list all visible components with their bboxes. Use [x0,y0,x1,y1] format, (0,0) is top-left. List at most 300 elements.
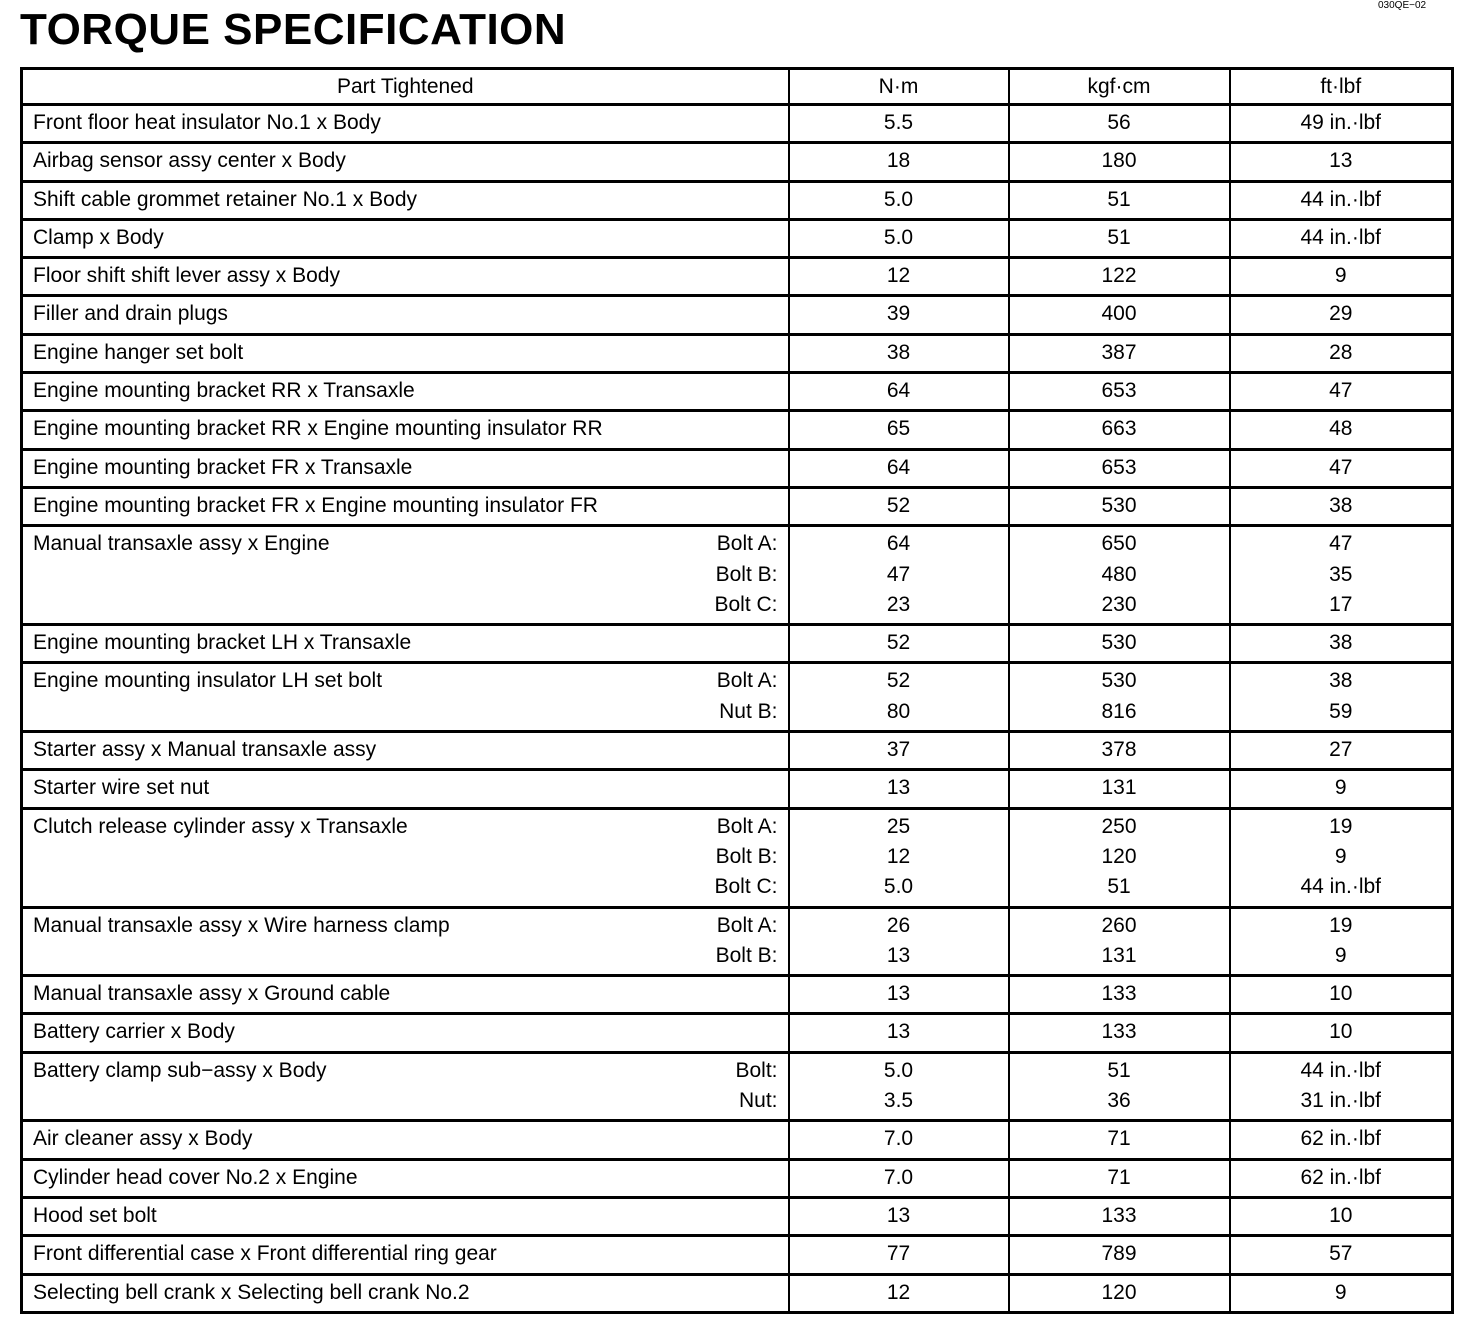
part-cell [22,411,789,449]
kgf-cm-value: 653 [1101,379,1137,403]
part-cell-content [33,812,778,903]
kgf-cm-value: 120 [1101,1280,1137,1304]
nm-value: 12 [886,844,911,868]
kgf-cm-value: 400 [1101,302,1137,326]
part-cell [22,373,789,411]
table-row [22,296,1453,334]
kgf-cm-value-cell [1009,526,1230,625]
table-row [22,219,1453,257]
nm-value: 26 [886,913,911,937]
table-row [22,334,1453,372]
nm-value: 64 [886,379,911,403]
table-row [22,732,1453,770]
kgf-cm-value-cell [1009,1236,1230,1274]
ft-lbf-value: 28 [1329,340,1353,364]
header-kgf-cm: kgf·cm [1009,69,1230,105]
part-cell [22,976,789,1014]
ft-lbf-value: 9 [1334,943,1347,967]
nm-value: 5.0 [883,225,914,249]
table-row [22,181,1453,219]
nm-value: 18 [886,149,911,173]
ft-lbf-value-cell [1230,334,1453,372]
kgf-cm-value-cell [1009,976,1230,1014]
kgf-cm-value: 131 [1101,776,1137,800]
nm-value: 52 [886,493,911,517]
part-cell [22,1197,789,1235]
ft-lbf-value-cell [1230,732,1453,770]
part-cell-content [33,1017,778,1047]
ft-lbf-value-cell [1230,526,1453,625]
nm-value-cell [789,770,1009,808]
nm-value-cell [789,808,1009,907]
nm-value: 64 [886,455,911,479]
fastener-labels [735,1056,777,1117]
nm-value: 77 [886,1242,911,1266]
fastener-label: Bolt B: [715,844,778,868]
ft-lbf-value-cell [1230,487,1453,525]
torque-table [20,67,1454,1314]
nm-value-cell [789,143,1009,181]
part-name: Starter wire set nut [33,776,210,800]
page-title: TORQUE SPECIFICATION [20,5,567,54]
kgf-cm-value-cell [1009,296,1230,334]
kgf-cm-value: 71 [1107,1165,1131,1189]
nm-value-cell [789,1014,1009,1052]
kgf-cm-value-cell [1009,1159,1230,1197]
nm-value-cell [789,105,1009,143]
part-cell [22,663,789,732]
ft-lbf-value: 47 [1329,379,1353,403]
ft-lbf-value-cell [1230,907,1453,976]
part-cell [22,143,789,181]
part-name: Shift cable grommet retainer No.1 x Body [33,187,418,211]
part-name: Front differential case x Front differential ring gear [33,1242,497,1266]
ft-lbf-value: 9 [1334,1280,1347,1304]
kgf-cm-value: 789 [1101,1242,1137,1266]
nm-value-cell [789,1052,1009,1121]
part-cell-content [33,1124,778,1154]
nm-value-cell [789,1274,1009,1312]
table-row [22,1052,1453,1121]
header-ft-lbf: ft·lbf [1230,69,1453,105]
nm-value: 38 [886,340,911,364]
fastener-labels [716,911,778,972]
fastener-labels [714,529,777,620]
ft-lbf-value: 49 in.·lbf [1300,111,1382,134]
part-cell-content [33,299,778,329]
nm-value-cell [789,732,1009,770]
ft-lbf-value-cell [1230,411,1453,449]
part-cell [22,770,789,808]
nm-value: 64 [886,532,911,556]
part-cell-content [33,146,778,176]
nm-value-cell [789,526,1009,625]
part-cell-content [33,628,778,658]
part-name: Engine hanger set bolt [33,340,244,364]
nm-value: 80 [886,699,911,723]
ft-lbf-value: 59 [1329,699,1353,723]
ft-lbf-value-cell [1230,1197,1453,1235]
nm-value-cell [789,663,1009,732]
ft-lbf-value: 10 [1329,982,1353,1006]
ft-lbf-value-cell [1230,373,1453,411]
kgf-cm-value-cell [1009,105,1230,143]
part-cell-content [33,223,778,253]
part-name: Engine mounting insulator LH set bolt [33,669,383,693]
kgf-cm-value-cell [1009,907,1230,976]
nm-value-cell [789,373,1009,411]
fastener-label: Bolt: [735,1058,778,1082]
part-name: Airbag sensor assy center x Body [33,149,346,173]
part-cell-content [33,773,778,803]
part-cell-content [33,414,778,444]
kgf-cm-value: 530 [1101,493,1137,517]
nm-value-cell [789,258,1009,296]
nm-value-cell [789,411,1009,449]
table-row [22,105,1453,143]
part-name: Engine mounting bracket LH x Transaxle [33,631,412,655]
header-nm: N·m [789,69,1009,105]
fastener-label: Bolt B: [715,562,778,586]
ft-lbf-value-cell [1230,1014,1453,1052]
ft-lbf-value-cell [1230,1159,1453,1197]
ft-lbf-value-cell [1230,258,1453,296]
part-cell-content [33,1201,778,1231]
table-row [22,907,1453,976]
kgf-cm-value: 56 [1107,111,1131,134]
part-cell [22,1121,789,1159]
part-name: Manual transaxle assy x Wire harness clamp [33,913,450,937]
part-cell [22,1014,789,1052]
ft-lbf-value-cell [1230,1121,1453,1159]
part-name: Cylinder head cover No.2 x Engine [33,1165,358,1189]
ft-lbf-value-cell [1230,219,1453,257]
fastener-label: Bolt C: [714,592,778,616]
kgf-cm-value-cell [1009,373,1230,411]
kgf-cm-value: 133 [1101,982,1137,1006]
part-cell [22,907,789,976]
kgf-cm-value: 51 [1107,1058,1131,1082]
part-name: Manual transaxle assy x Engine [33,532,330,556]
kgf-cm-value-cell [1009,487,1230,525]
part-cell-content [33,376,778,406]
nm-value: 3.5 [883,1089,914,1113]
kgf-cm-value-cell [1009,1121,1230,1159]
ft-lbf-value: 31 in.·lbf [1300,1089,1382,1113]
nm-value: 47 [886,562,911,586]
nm-value: 13 [886,1203,911,1227]
ft-lbf-value: 35 [1329,562,1353,586]
table-row [22,1274,1453,1312]
ft-lbf-value-cell [1230,663,1453,732]
ft-lbf-value: 48 [1329,417,1353,441]
part-cell-content [33,979,778,1009]
kgf-cm-value: 260 [1101,913,1137,937]
table-row [22,411,1453,449]
table-row [22,663,1453,732]
ft-lbf-value: 47 [1329,532,1353,556]
kgf-cm-value-cell [1009,258,1230,296]
ft-lbf-value-cell [1230,625,1453,663]
kgf-cm-value-cell [1009,732,1230,770]
kgf-cm-value-cell [1009,334,1230,372]
part-cell [22,334,789,372]
kgf-cm-value: 663 [1101,417,1137,441]
ft-lbf-value-cell [1230,1052,1453,1121]
part-name: Manual transaxle assy x Ground cable [33,982,391,1006]
part-cell [22,625,789,663]
ft-lbf-value-cell [1230,770,1453,808]
table-row [22,373,1453,411]
fastener-label: Bolt A: [716,913,778,937]
ft-lbf-value-cell [1230,181,1453,219]
table-row [22,1197,1453,1235]
fastener-labels [714,812,777,903]
part-cell-content [33,1278,778,1308]
nm-value: 39 [886,302,911,326]
kgf-cm-value-cell [1009,181,1230,219]
ft-lbf-value: 19 [1329,814,1353,838]
part-cell [22,487,789,525]
part-cell [22,1159,789,1197]
part-cell-content [33,453,778,483]
part-name: Air cleaner assy x Body [33,1127,253,1151]
part-cell [22,296,789,334]
part-cell [22,808,789,907]
ft-lbf-value: 38 [1329,669,1353,693]
nm-value-cell [789,1236,1009,1274]
header-part-tightened: Part Tightened [22,69,789,105]
kgf-cm-value: 120 [1101,844,1137,868]
ft-lbf-value: 57 [1329,1242,1353,1266]
kgf-cm-value-cell [1009,449,1230,487]
ft-lbf-value-cell [1230,449,1453,487]
ft-lbf-value: 38 [1329,631,1353,655]
kgf-cm-value-cell [1009,1052,1230,1121]
nm-value: 65 [886,417,911,441]
nm-value: 13 [886,943,911,967]
ft-lbf-value-cell [1230,296,1453,334]
part-name: Engine mounting bracket RR x Transaxle [33,379,415,403]
part-cell-content [33,1163,778,1193]
kgf-cm-value: 51 [1107,187,1131,211]
nm-value: 5.0 [883,1058,914,1082]
kgf-cm-value: 230 [1101,592,1137,616]
table-row [22,487,1453,525]
ft-lbf-value: 27 [1329,738,1353,762]
part-cell [22,1236,789,1274]
table-row [22,770,1453,808]
ft-lbf-value: 29 [1329,302,1353,326]
nm-value: 37 [886,738,911,762]
kgf-cm-value: 133 [1101,1203,1137,1227]
ft-lbf-value: 62 in.·lbf [1300,1127,1382,1151]
nm-value-cell [789,449,1009,487]
nm-value-cell [789,907,1009,976]
nm-value: 5.5 [883,111,914,134]
ft-lbf-value: 13 [1329,149,1353,173]
ft-lbf-value-cell [1230,105,1453,143]
ft-lbf-value: 9 [1334,844,1347,868]
nm-value-cell [789,1121,1009,1159]
part-cell-content [33,529,778,620]
part-cell [22,732,789,770]
table-row [22,143,1453,181]
nm-value-cell [789,1197,1009,1235]
kgf-cm-value-cell [1009,770,1230,808]
fastener-label: Bolt B: [715,943,778,967]
nm-value: 13 [886,1020,911,1044]
ft-lbf-value-cell [1230,976,1453,1014]
table-row [22,1121,1453,1159]
nm-value: 52 [886,631,911,655]
kgf-cm-value: 133 [1101,1020,1137,1044]
kgf-cm-value: 131 [1101,943,1137,967]
kgf-cm-value: 180 [1101,149,1137,173]
ft-lbf-value: 19 [1329,913,1353,937]
part-name: Starter assy x Manual transaxle assy [33,738,377,762]
table-row [22,976,1453,1014]
fastener-label: Bolt A: [716,669,778,693]
part-cell-content [33,666,778,727]
table-row [22,625,1453,663]
nm-value-cell [789,1159,1009,1197]
nm-value: 52 [886,669,911,693]
table-row [22,1014,1453,1052]
part-cell [22,105,789,143]
part-name: Selecting bell crank x Selecting bell crank No.2 [33,1280,470,1304]
ft-lbf-value: 44 in.·lbf [1300,225,1382,249]
nm-value-cell [789,487,1009,525]
kgf-cm-value: 378 [1101,738,1137,762]
part-cell-content [33,338,778,368]
nm-value: 7.0 [883,1165,914,1189]
ft-lbf-value: 44 in.·lbf [1300,875,1382,899]
fastener-labels [717,666,778,727]
part-cell-content [33,185,778,215]
nm-value: 5.0 [883,875,914,899]
fastener-label: Bolt A: [716,532,778,556]
part-cell-content [33,1056,778,1117]
fastener-label: Bolt A: [716,814,778,838]
table-row [22,449,1453,487]
ft-lbf-value: 44 in.·lbf [1300,187,1382,211]
kgf-cm-value-cell [1009,1274,1230,1312]
kgf-cm-value: 122 [1101,264,1137,288]
nm-value: 5.0 [883,187,914,211]
part-cell [22,1052,789,1121]
part-name: Clamp x Body [33,225,164,249]
nm-value: 12 [886,1280,911,1304]
table-row [22,1236,1453,1274]
nm-value: 23 [886,592,911,616]
part-name: Clutch release cylinder assy x Transaxle [33,814,408,838]
kgf-cm-value: 71 [1107,1127,1131,1151]
part-cell-content [33,1239,778,1269]
ft-lbf-value: 10 [1329,1203,1353,1227]
fastener-label: Nut B: [719,699,778,723]
kgf-cm-value: 36 [1107,1089,1131,1113]
kgf-cm-value-cell [1009,663,1230,732]
part-cell [22,258,789,296]
nm-value-cell [789,976,1009,1014]
part-cell [22,219,789,257]
part-cell [22,1274,789,1312]
ft-lbf-value: 47 [1329,455,1353,479]
part-name: Floor shift shift lever assy x Body [33,264,340,288]
nm-value-cell [789,625,1009,663]
document-code: 030QE−02 [1378,0,1427,11]
table-header-row [22,69,1453,105]
part-name: Filler and drain plugs [33,302,228,326]
nm-value-cell [789,296,1009,334]
kgf-cm-value: 250 [1101,814,1137,838]
part-name: Engine mounting bracket FR x Engine mounting insulator FR [33,493,598,517]
ft-lbf-value-cell [1230,1236,1453,1274]
part-cell-content [33,261,778,291]
kgf-cm-value: 480 [1101,562,1137,586]
nm-value: 12 [886,264,911,288]
part-cell [22,526,789,625]
kgf-cm-value-cell [1009,625,1230,663]
kgf-cm-value: 816 [1101,699,1137,723]
part-cell [22,181,789,219]
ft-lbf-value: 9 [1334,264,1347,288]
kgf-cm-value-cell [1009,1014,1230,1052]
nm-value: 25 [886,814,911,838]
torque-table-body [22,105,1453,1313]
part-name: Battery clamp sub−assy x Body [33,1058,327,1082]
nm-value: 13 [886,982,911,1006]
part-cell-content [33,911,778,972]
part-name: Engine mounting bracket FR x Transaxle [33,455,413,479]
ft-lbf-value: 62 in.·lbf [1300,1165,1382,1189]
ft-lbf-value-cell [1230,1274,1453,1312]
kgf-cm-value: 51 [1107,875,1131,899]
fastener-label: Nut: [738,1089,778,1113]
nm-value: 7.0 [883,1127,914,1151]
nm-value-cell [789,219,1009,257]
ft-lbf-value: 10 [1329,1020,1353,1044]
table-row [22,1159,1453,1197]
kgf-cm-value: 387 [1101,340,1137,364]
part-name: Battery carrier x Body [33,1020,235,1044]
ft-lbf-value: 17 [1329,592,1353,616]
ft-lbf-value-cell [1230,808,1453,907]
part-name: Front floor heat insulator No.1 x Body [33,111,381,134]
kgf-cm-value: 653 [1101,455,1137,479]
kgf-cm-value: 530 [1101,631,1137,655]
kgf-cm-value-cell [1009,143,1230,181]
kgf-cm-value: 51 [1107,225,1131,249]
ft-lbf-value: 9 [1334,776,1347,800]
part-cell [22,449,789,487]
ft-lbf-value: 38 [1329,493,1353,517]
kgf-cm-value-cell [1009,1197,1230,1235]
part-name: Engine mounting bracket RR x Engine mounting insulator RR [33,417,603,441]
table-row [22,808,1453,907]
nm-value-cell [789,334,1009,372]
table-row [22,526,1453,625]
part-name: Hood set bolt [33,1203,157,1227]
kgf-cm-value-cell [1009,219,1230,257]
part-cell-content [33,491,778,521]
nm-value-cell [789,181,1009,219]
kgf-cm-value: 530 [1101,669,1137,693]
ft-lbf-value: 44 in.·lbf [1300,1058,1382,1082]
kgf-cm-value-cell [1009,808,1230,907]
table-row [22,258,1453,296]
